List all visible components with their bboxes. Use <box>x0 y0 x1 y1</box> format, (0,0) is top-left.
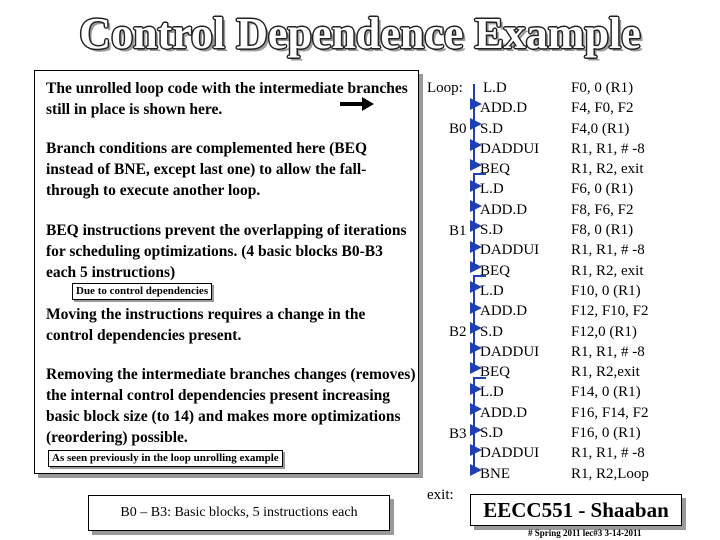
operands: R1, R1, # -8 <box>571 445 645 462</box>
opcode: S.D <box>480 222 503 239</box>
operands: F12, F10, F2 <box>571 303 649 320</box>
paragraph-beq-overlap: BEQ instructions prevent the overlapping of iterations for scheduling optimizations. (4 basic blocks B0-B3 each 5 instructions) <box>46 222 407 281</box>
operands: R1, R1, # -8 <box>571 343 645 360</box>
opcode: S.D <box>480 323 503 340</box>
operands: F6, 0 (R1) <box>571 181 634 198</box>
opcode: S.D <box>480 120 503 137</box>
paragraph-unrolled-loop: The unrolled loop code with the intermediate branches still in place is shown here. <box>46 80 408 118</box>
operand-column <box>571 78 649 484</box>
operands: F8, F6, F2 <box>571 201 634 218</box>
opcode: L.D <box>480 181 504 198</box>
operands: F0, 0 (R1) <box>571 80 634 96</box>
operands: F8, 0 (R1) <box>571 222 634 239</box>
operands: R1, R1, # -8 <box>571 140 645 157</box>
operands: F16, 0 (R1) <box>571 425 641 442</box>
operands: R1, R2,Loop <box>571 465 649 482</box>
paragraph-moving-instructions: Moving the instructions requires a change in the control dependencies present. <box>46 306 366 344</box>
opcode: L.D <box>480 282 504 299</box>
opcode: BEQ <box>480 262 510 279</box>
label-b2: B2 <box>449 324 467 340</box>
course-footer: EECC551 - Shaaban <box>470 494 682 526</box>
lecture-info: # Spring 2011 lec#3 3-14-2011 <box>528 528 642 538</box>
basic-blocks-caption: B0 – B3: Basic blocks, 5 instructions each <box>88 495 390 531</box>
opcode: L.D <box>483 80 507 96</box>
opcode: BEQ <box>480 161 510 178</box>
opcode: BNE <box>480 465 510 482</box>
opcode: DADDUI <box>480 445 540 462</box>
opcode-column <box>480 78 539 484</box>
operands: F4, F0, F2 <box>571 100 634 117</box>
opcode: S.D <box>480 425 503 442</box>
right-arrow-icon <box>340 97 374 111</box>
operands: R1, R2,exit <box>571 364 640 381</box>
slide-title: Control Dependence Example <box>79 9 641 58</box>
operands: R1, R2, exit <box>571 262 644 279</box>
label-b0: B0 <box>449 121 467 137</box>
paragraph-removing-branches: Removing the intermediate branches changes (removes) the internal control dependencies present increasing basic block size (to 14) and makes more optimizations (reordering) possible. <box>46 366 416 446</box>
opcode: ADD.D <box>480 100 528 117</box>
label-b1: B1 <box>449 223 467 239</box>
note-control-dependencies: Due to control dependencies <box>72 283 212 300</box>
operands: F16, F14, F2 <box>571 404 649 421</box>
opcode: ADD.D <box>480 404 528 421</box>
opcode: ADD.D <box>480 303 528 320</box>
operands: R1, R2, exit <box>571 161 644 178</box>
opcode: L.D <box>480 384 504 401</box>
operands: F14, 0 (R1) <box>571 384 641 401</box>
label-b3: B3 <box>449 426 467 442</box>
operands: F4,0 (R1) <box>571 120 630 137</box>
label-loop: Loop: <box>427 80 463 96</box>
opcode: BEQ <box>480 364 510 381</box>
label-exit: exit: <box>427 487 454 503</box>
operands: R1, R1, # -8 <box>571 242 645 259</box>
operands: F10, 0 (R1) <box>571 282 641 299</box>
opcode: ADD.D <box>480 201 528 218</box>
operands: F12,0 (R1) <box>571 323 637 340</box>
opcode: DADDUI <box>480 242 540 259</box>
opcode: DADDUI <box>480 140 540 157</box>
opcode: DADDUI <box>480 343 540 360</box>
paragraph-branch-conditions: Branch conditions are complemented here (BEQ instead of BNE, except last one) to allow the fall-through to execute another loop. <box>46 140 368 199</box>
note-loop-unrolling: As seen previously in the loop unrolling example <box>48 450 283 467</box>
